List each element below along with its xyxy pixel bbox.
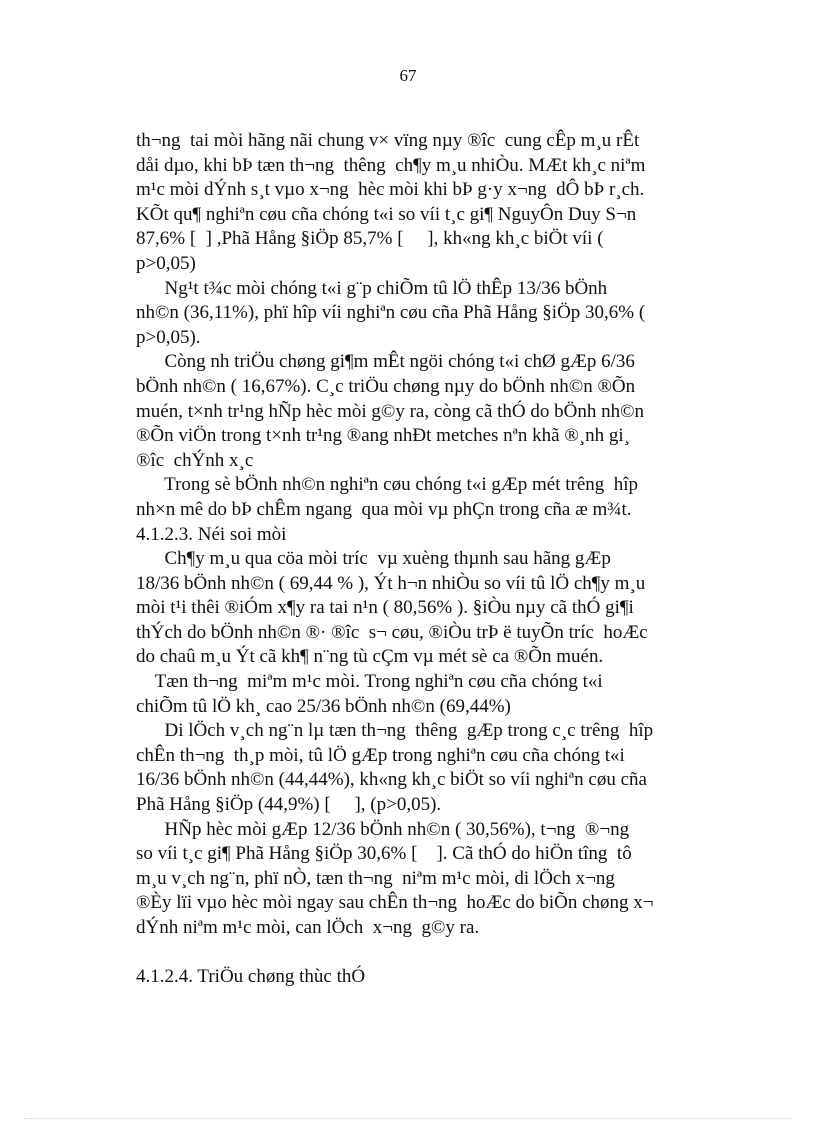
text-line: KÕt qu¶ nghiªn cøu cña chóng t«i so víi t¸c gi¶ NguyÔn Duy S¬n [136, 203, 637, 225]
text-line: Tæn th¬ng miªm m¹c mòi. Trong nghiªn cøu cña chóng t«i [136, 671, 603, 693]
text-line: dåi dµo, khi bÞ tæn th¬ng thêng ch¶y m¸u nhiÒu. MÆt kh¸c niªm [136, 154, 646, 176]
text-line: chÊn th¬ng th¸p mòi, tû lÖ gÆp trong nghiªn cøu cña chóng t«i [136, 744, 625, 766]
text-line: nh©n (36,11%), phï hîp víi nghiªn cøu cña Phã Hång §iÖp 30,6% ( [136, 302, 646, 324]
text-line: thÝch do bÖnh nh©n ®· ®îc s¬ cøu, ®iÒu trÞ ë tuyÕn tríc hoÆc [136, 621, 648, 643]
body-text [136, 129, 736, 941]
text-line: Ng¹t t¾c mòi chóng t«i g¨p chiÕm tû lÖ thÊp 13/36 bÖnh [136, 277, 608, 299]
text-line: ®Èy lïi vµo hèc mòi ngay sau chÊn th¬ng hoÆc do biÕn chøng x¬ [136, 892, 654, 914]
text-line: nh×n mê do bÞ chÊm ngang qua mòi vµ phÇn trong cña æ m¾t. [136, 498, 632, 520]
text-line: Ch¶y m¸u qua cöa mòi tríc vµ xuèng thµnh sau hãng gÆp [136, 548, 611, 570]
text-line: muén, t×nh tr¹ng hÑp hèc mòi g©y ra, còng cã thÓ do bÖnh nh©n [136, 400, 645, 422]
text-line: HÑp hèc mòi gÆp 12/36 bÖnh nh©n ( 30,56%), t¬ng ®¬ng [136, 818, 630, 840]
page-bottom-divider [24, 1118, 792, 1119]
text-line: bÖnh nh©n ( 16,67%). C¸c triÖu chøng nµy do bÖnh nh©n ®Õn [136, 375, 636, 397]
text-line: ®Õn viÖn trong t×nh tr¹ng ®ang nhÐt metches nªn khã ®¸nh gi¸ [136, 425, 630, 447]
text-line: 18/36 bÖnh nh©n ( 69,44 % ), Ýt h¬n nhiÒu so víi tû lÖ ch¶y m¸u [136, 572, 646, 594]
text-line: ®îc chÝnh x¸c [136, 449, 254, 471]
text-line: dÝnh niªm m¹c mòi, can lÖch x¬ng g©y ra. [136, 917, 480, 938]
text-line: do chaû m¸u Ýt cã kh¶ n¨ng tù cÇm vµ mét sè ca ®Õn muén. [136, 646, 604, 668]
text-line: m¹c mòi dÝnh s¸t vµo x¬ng hèc mòi khi bÞ g·y x¬ng dÔ bÞ r¸ch. [136, 179, 645, 201]
text-line: Trong sè bÖnh nh©n nghiªn cøu chóng t«i gÆp mét trêng hîp [136, 474, 639, 496]
text-line: Di lÖch v¸ch ng¨n lµ tæn th¬ng thêng gÆp trong c¸c trêng hîp [136, 720, 654, 742]
text-line: Còng nh triÖu chøng gi¶m mÊt ngöi chóng t«i chØ gÆp 6/36 [136, 351, 635, 373]
text-line: chiÕm tû lÖ kh¸ cao 25/36 bÖnh nh©n (69,44%) [136, 695, 511, 717]
page-number: 67 [399, 66, 417, 85]
text-line: mòi t¹i thêi ®iÓm x¶y ra tai n¹n ( 80,56% ). §iÒu nµy cã thÓ gi¶i [136, 597, 634, 619]
text-line: p>0,05) [136, 252, 196, 274]
text-line: so víi t¸c gi¶ Phã Hång §iÖp 30,6% [ ]. Cã thÓ do hiÖn tîng tô [136, 843, 632, 865]
text-line: 16/36 bÖnh nh©n (44,44%), kh«ng kh¸c biÖt so víi nghiªn cøu cña [136, 769, 647, 791]
text-line: 87,6% [ ] ,Phã Hång §iÖp 85,7% [ ], kh«ng kh¸c biÖt víi ( [136, 228, 604, 250]
text-line: 4.1.2.3. Néi soi mòi [136, 523, 287, 545]
text-line: p>0,05). [136, 326, 201, 348]
text-line: m¸u v¸ch ng¨n, phï nÒ, tæn th¬ng niªm m¹c mòi, di lÖch x¬ng [136, 867, 615, 889]
text-line: Phã Hång §iÖp (44,9%) [ ], (p>0,05). [136, 794, 442, 816]
text-line: th¬ng tai mòi hãng nãi chung v× vïng nµy ®îc cung cÊp m¸u rÊt [136, 130, 640, 151]
section-heading: 4.1.2.4. TriÖu chøng thùc thÓ [136, 966, 366, 987]
